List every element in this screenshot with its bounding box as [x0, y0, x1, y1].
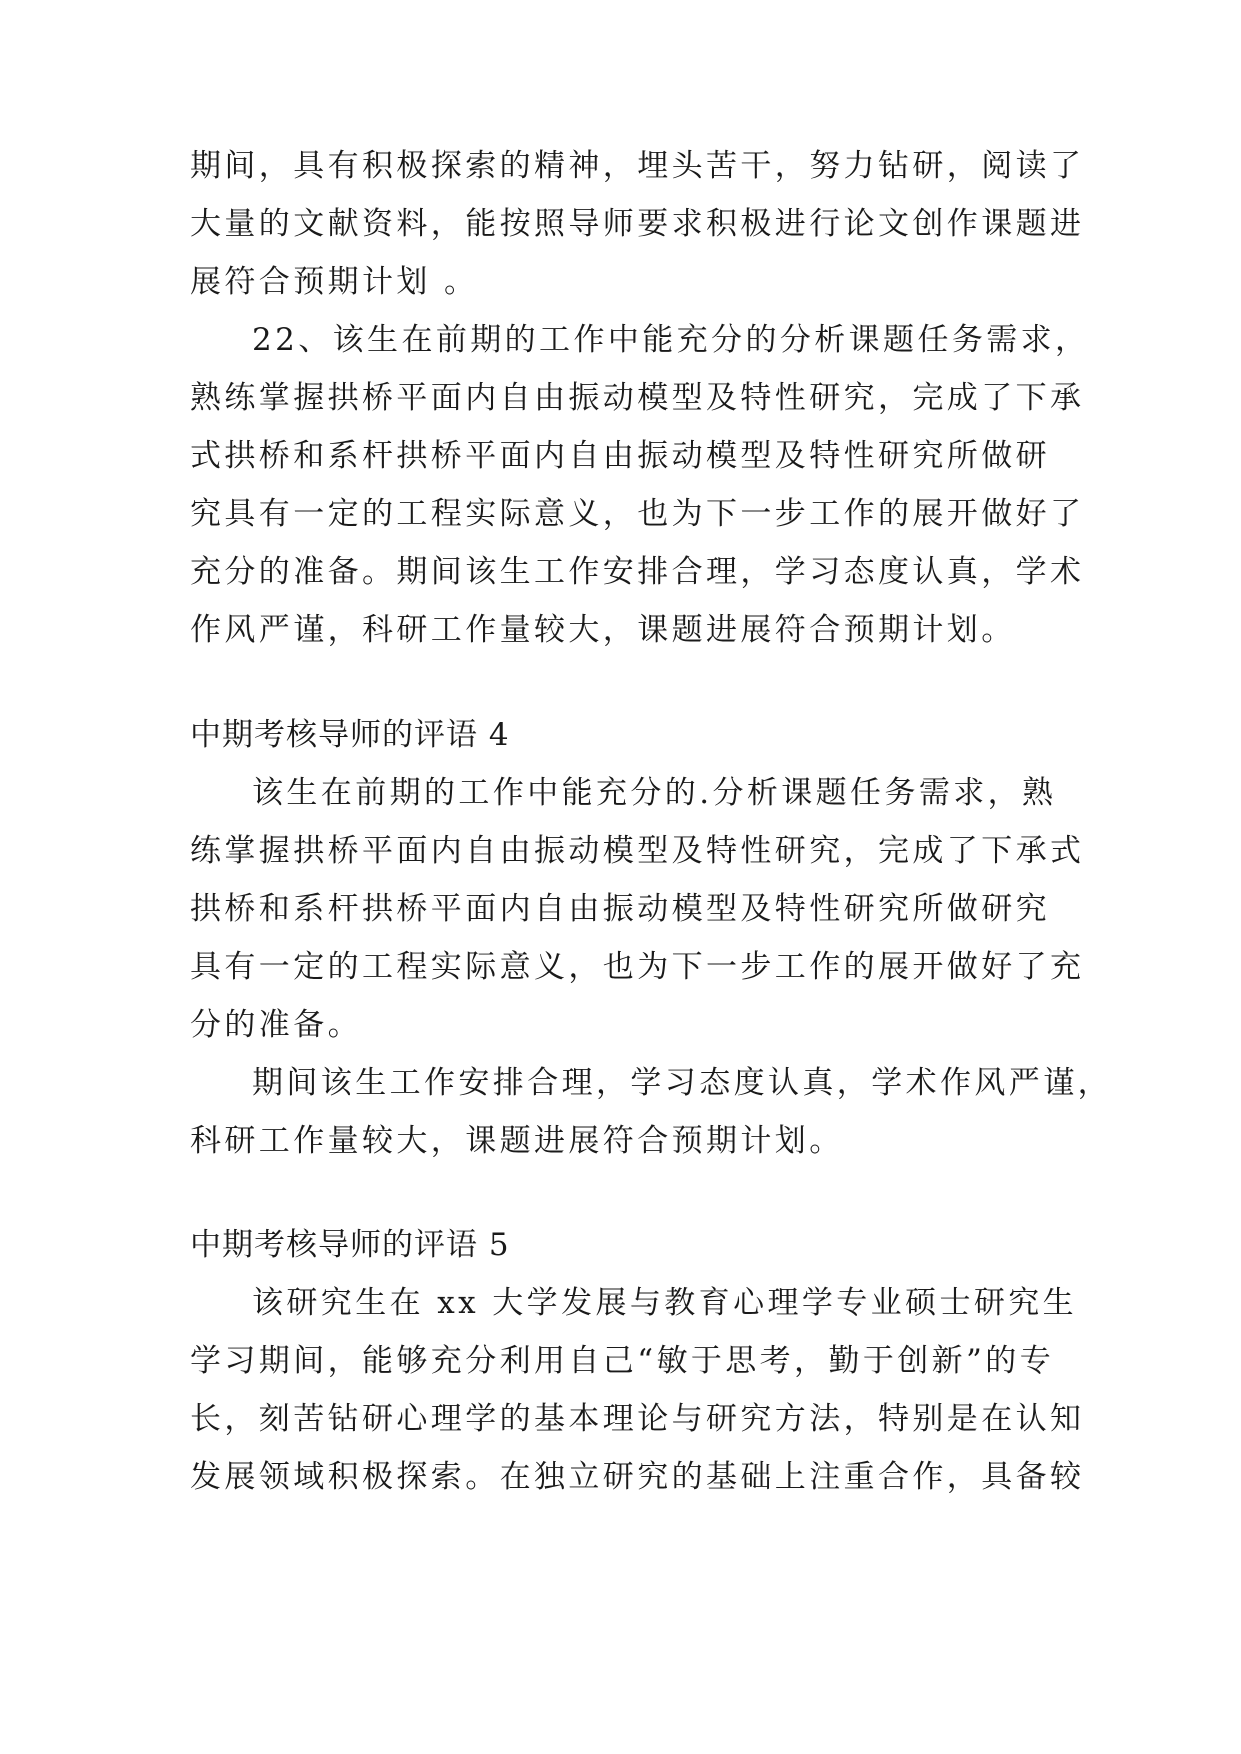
- text-line: 22、该生在前期的工作中能充分的分析课题任务需求，: [252, 322, 1090, 358]
- text-line: 练掌握拱桥平面内自由振动模型及特性研究，完成了下承式: [190, 833, 1085, 869]
- text-line: 发展领域积极探索。在独立研究的基础上注重合作，具备较: [190, 1459, 1085, 1495]
- text-line: 期间，具有积极探索的精神，埋头苦干，努力钻研，阅读了: [190, 148, 1085, 184]
- section-heading: 中期考核导师的评语 4: [190, 717, 510, 753]
- text-line: 该研究生在 xx 大学发展与教育心理学专业硕士研究生: [252, 1285, 1078, 1321]
- text-line: 作风严谨，科研工作量较大，课题进展符合预期计划。: [190, 612, 1016, 648]
- text-line: 究具有一定的工程实际意义，也为下一步工作的展开做好了: [190, 496, 1085, 532]
- section-heading: 中期考核导师的评语 5: [190, 1227, 510, 1263]
- text-line: 大量的文献资料，能按照导师要求积极进行论文创作课题进: [190, 206, 1085, 242]
- text-line: 科研工作量较大，课题进展符合预期计划。: [190, 1123, 844, 1159]
- text-line: 长，刻苦钻研心理学的基本理论与研究方法，特别是在认知: [190, 1401, 1085, 1437]
- text-line: 拱桥和系杆拱桥平面内自由振动模型及特性研究所做研究: [190, 891, 1050, 927]
- text-line: 期间该生工作安排合理，学习态度认真，学术作风严谨，: [252, 1065, 1112, 1101]
- text-line: 学习期间，能够充分利用自己“敏于思考，勤于创新”的专: [190, 1343, 1055, 1379]
- text-line: 熟练掌握拱桥平面内自由振动模型及特性研究，完成了下承: [190, 380, 1085, 416]
- text-line: 展符合预期计划 。: [190, 264, 479, 300]
- text-line: 充分的准备。期间该生工作安排合理，学习态度认真，学术: [190, 554, 1085, 590]
- text-line: 该生在前期的工作中能充分的.分析课题任务需求，熟: [252, 775, 1057, 811]
- text-line: 式拱桥和系杆拱桥平面内自由振动模型及特性研究所做研: [190, 438, 1050, 474]
- text-line: 分的准备。: [190, 1007, 362, 1043]
- text-line: 具有一定的工程实际意义，也为下一步工作的展开做好了充: [190, 949, 1085, 985]
